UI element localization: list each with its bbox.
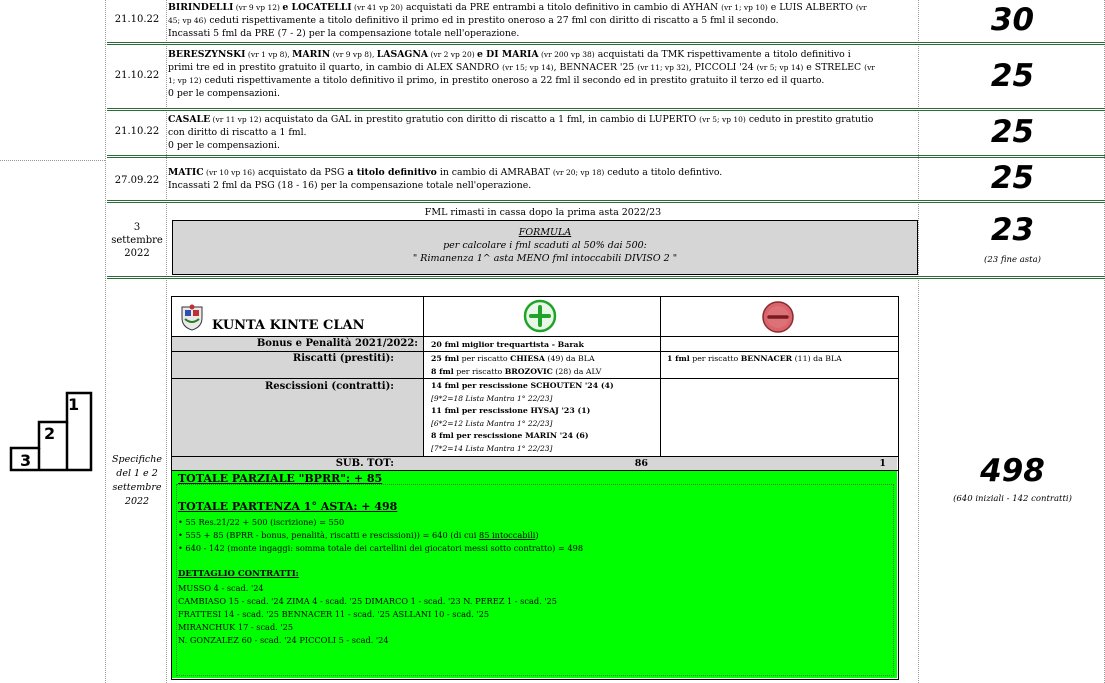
description-line <box>168 179 916 192</box>
text-fragment: acquistati da PRE entrambi a titolo definitivo in cambio di AYHAN <box>402 2 722 13</box>
text-fragment: (vr 11; vp 32) <box>637 63 689 72</box>
rescissione-item: 14 fml per rescissione SCHOUTEN '24 (4) <box>431 381 614 390</box>
transaction-description <box>168 166 916 192</box>
contratto-line: CAMBIASO 15 - scad. '24 ZIMA 4 - scad. '25 DIMARCO 1 - scad. '23 N. PEREZ 1 - scad. '25 <box>178 596 557 606</box>
rescissioni-list <box>431 380 614 455</box>
bullet-item: • 640 - 142 (monte ingaggi: somma totale dei cartellini dei giocatori messi sotto contratto) = 498 <box>178 543 584 553</box>
grid-line <box>0 160 105 161</box>
cash-score: 23 <box>990 212 1035 248</box>
bullet-list <box>178 516 583 555</box>
bullet-underlined: 85 intoccabili <box>479 530 536 540</box>
text-fragment: Incassati 5 fml da PRE (7 - 2) per la compensazione totale nell'operazione. <box>168 28 520 39</box>
transaction-date: 21.10.22 <box>114 70 160 81</box>
spec-score-note: (640 iniziali - 142 contratti) <box>953 494 1072 504</box>
text-fragment: BROZOVIC <box>504 367 553 376</box>
date-line: settembre <box>112 482 162 493</box>
grid-line <box>166 0 167 683</box>
text-fragment: (vr <box>855 3 867 12</box>
text-fragment: ceduto in prestito gratutio <box>745 114 874 125</box>
text-fragment: per riscatto <box>453 367 505 376</box>
text-fragment: primi tre ed in prestito gratuito il quarto, in cambio di ALEX SANDRO <box>168 62 503 73</box>
text-fragment: , BENNACER '25 <box>553 62 638 73</box>
transaction-score: 25 <box>990 160 1035 196</box>
subtot-plus: 86 <box>634 458 648 469</box>
bullet-end: ) <box>535 530 539 540</box>
date-line: Specifiche <box>112 454 162 465</box>
crest-icon <box>178 303 206 331</box>
riscatti-label: Riscatti (prestiti): <box>292 353 394 364</box>
text-fragment: 25 fml <box>431 354 460 363</box>
text-fragment: 1 fml <box>667 354 690 363</box>
text-fragment: CASALE <box>168 114 211 125</box>
text-fragment: (vr 15; vp 14) <box>502 63 554 72</box>
bonus-label: Bonus e Penalità 2021/2022: <box>256 338 418 349</box>
description-line <box>168 87 916 100</box>
grid-line <box>918 0 919 683</box>
rescissione-item: 8 fml per rescissione MARIN '24 (6) <box>431 431 589 440</box>
text-fragment: BENNACER <box>740 354 793 363</box>
formula-title: FORMULA <box>518 227 572 238</box>
text-fragment: e STRELEC <box>803 62 865 73</box>
text-fragment: (vr 1 vp 8), <box>245 50 293 59</box>
text-fragment: e LOCATELLI <box>282 2 352 13</box>
contratti-list <box>178 582 557 647</box>
subtot-label: SUB. TOT: <box>335 458 394 469</box>
rescissione-item: 11 fml per rescissione HYSAJ '23 (1) <box>431 406 591 415</box>
text-fragment: e DI MARIA <box>477 49 539 60</box>
transaction-score: 25 <box>990 114 1035 150</box>
riscatti-minus-1 <box>667 353 842 365</box>
table-divider <box>660 296 661 471</box>
text-fragment: (vr <box>864 63 875 72</box>
plus-circle-icon <box>523 299 557 333</box>
text-fragment: MATIC <box>168 167 204 178</box>
text-fragment: (vr 11 vp 12) <box>210 115 262 124</box>
rescissioni-label: Rescissioni (contratti): <box>264 381 394 392</box>
transaction-score: 25 <box>990 58 1035 94</box>
text-fragment: 1; vp 12) <box>168 76 202 85</box>
text-fragment: (vr 5; vp 10) <box>699 115 746 124</box>
text-fragment: (49) da BLA <box>544 354 595 363</box>
description-line <box>168 14 916 27</box>
text-fragment: Incassati 2 fml da PSG (18 - 16) per la compensazione totale nell'operazione. <box>168 180 532 191</box>
text-fragment: (vr 5; vp 14) <box>756 63 804 72</box>
cash-row-date <box>107 221 167 260</box>
transaction-description <box>168 48 916 100</box>
spec-score: 498 <box>980 453 1045 489</box>
riscatti-plus-1 <box>431 353 595 365</box>
date-year: 2022 <box>124 248 150 259</box>
contratto-line: N. GONZALEZ 60 - scad. '24 PICCOLI 5 - scad. '24 <box>178 635 389 645</box>
description-line <box>168 1 916 14</box>
bullet-text: • 555 + 85 (BPRR - bonus, penalità, riscatti e rescissioni)) = 640 (di cui <box>178 530 480 540</box>
dettaglio-title: DETTAGLIO CONTRATTI: <box>178 569 299 579</box>
riscatti-plus-2 <box>431 366 601 378</box>
text-fragment: MARIN <box>292 49 331 60</box>
text-fragment: LASAGNA <box>376 49 429 60</box>
podium-third: 3 <box>20 451 32 470</box>
text-fragment: BIRINDELLI <box>168 2 234 13</box>
rescissione-note: [6*2=12 Lista Mantra 1° 22/23] <box>431 418 553 428</box>
table-divider <box>423 296 424 471</box>
formula-line-2: " Rimanenza 1^ asta MENO fml intoccabili DIVISO 2 " <box>412 253 678 264</box>
text-fragment: e LUIS ALBERTO <box>767 2 856 13</box>
transaction-description <box>168 113 916 152</box>
contratto-line: MUSSO 4 - scad. '24 <box>178 583 264 593</box>
description-line <box>168 61 916 74</box>
description-line <box>168 48 916 61</box>
text-fragment: (vr 9 vp 12) <box>233 3 283 12</box>
text-fragment: acquistato da PSG <box>255 167 348 178</box>
text-fragment: (vr 1; vp 10) <box>721 3 768 12</box>
text-fragment: (28) da ALV <box>552 367 602 376</box>
text-fragment: con diritto di riscatto a 1 fml. <box>168 127 307 138</box>
formula-box <box>172 220 918 275</box>
text-fragment: acquistato da GAL in prestito gratutio con diritto di riscatto a 1 fml, in cambio di LUPERTO <box>261 114 700 125</box>
row-separator <box>107 200 1105 203</box>
text-fragment: (11) da BLA <box>792 354 842 363</box>
text-fragment: ceduti rispettivamente a titolo definitivo il primo, in prestito oneroso a 22 fml il secondo ed in prestito gratuito il terzo ed il quarto. <box>201 75 825 86</box>
text-fragment: 8 fml <box>431 367 454 376</box>
text-fragment: (vr 20; vp 18) <box>552 168 605 177</box>
text-fragment: ceduto a titolo defintivo. <box>604 167 723 178</box>
text-fragment: in cambio di AMRABAT <box>436 167 553 178</box>
date-day: 3 <box>133 222 141 233</box>
minus-circle-icon <box>761 300 795 334</box>
cash-title: FML rimasti in cassa dopo la prima asta 2022/23 <box>424 207 662 218</box>
text-fragment: (vr 10 vp 16) <box>203 168 256 177</box>
bonus-plus: 20 fml miglior trequartista - Barak <box>431 340 584 349</box>
row-separator <box>107 42 1105 45</box>
text-fragment: CHIESA <box>510 354 545 363</box>
grid-line <box>105 0 106 683</box>
description-line <box>168 113 916 126</box>
rescissione-note: [7*2=14 Lista Mantra 1° 22/23] <box>431 443 553 453</box>
text-fragment: (vr 2 vp 20) <box>428 50 478 59</box>
description-line <box>168 74 916 87</box>
subtot-minus: 1 <box>879 458 886 469</box>
date-month: settembre <box>111 235 163 246</box>
description-line <box>168 27 916 40</box>
description-line <box>168 126 916 139</box>
text-fragment: per riscatto <box>689 354 741 363</box>
transaction-date: 21.10.22 <box>114 126 160 137</box>
text-fragment: (vr 41 vp 20) <box>351 3 403 12</box>
formula-line-1: per calcolare i fml scaduti al 50% dai 500: <box>443 240 647 251</box>
date-line: 2022 <box>124 496 150 507</box>
text-fragment: 0 per le compensazioni. <box>168 88 280 99</box>
transaction-description <box>168 1 916 40</box>
text-fragment: a titolo definitivo <box>347 167 437 178</box>
rescissione-note: [9*2=18 Lista Mantra 1° 22/23] <box>431 393 553 403</box>
podium-first: 1 <box>68 395 80 414</box>
transaction-date: 27.09.22 <box>114 175 160 186</box>
text-fragment: 45; vp 46) <box>168 16 207 25</box>
row-separator <box>107 108 1105 111</box>
text-fragment: ceduti rispettivamente a titolo definitivo il primo ed in prestito oneroso a 27 fml con diritto di riscatto a 5 fml il secondo. <box>206 15 779 26</box>
bullet-item: • 55 Res.21/22 + 500 (iscrizione) = 550 <box>178 517 345 527</box>
row-separator <box>107 276 1105 279</box>
text-fragment: (vr 200 vp 38) <box>538 50 595 59</box>
text-fragment: , PICCOLI '24 <box>688 62 757 73</box>
transaction-score: 30 <box>990 2 1035 38</box>
text-fragment: per riscatto <box>459 354 511 363</box>
podium-second: 2 <box>44 424 56 443</box>
spec-row-date <box>107 453 167 509</box>
description-line <box>168 166 916 179</box>
totale-partenza: TOTALE PARTENZA 1° ASTA: + 498 <box>178 500 398 513</box>
bullet-item <box>178 529 583 542</box>
description-line <box>168 139 916 152</box>
transaction-date: 21.10.22 <box>114 14 160 25</box>
contratto-line: MIRANCHUK 17 - scad. '25 <box>178 622 294 632</box>
cash-score-note: (23 fine asta) <box>984 255 1041 265</box>
date-line: del 1 e 2 <box>116 468 158 479</box>
text-fragment: acquistati da TMK rispettivamente a titolo definitivo i <box>594 49 851 60</box>
text-fragment: 0 per le compensazioni. <box>168 140 280 151</box>
text-fragment: BERESZYNSKI <box>168 49 246 60</box>
row-separator <box>107 155 1105 158</box>
team-name: KUNTA KINTE CLAN <box>212 318 365 333</box>
contratto-line: FRATTESI 14 - scad. '25 BENNACER 11 - scad. '25 ASLLANI 10 - scad. '25 <box>178 609 490 619</box>
text-fragment: (vr 9 vp 8), <box>330 50 377 59</box>
totale-parziale: TOTALE PARZIALE "BPRR": + 85 <box>178 472 383 485</box>
